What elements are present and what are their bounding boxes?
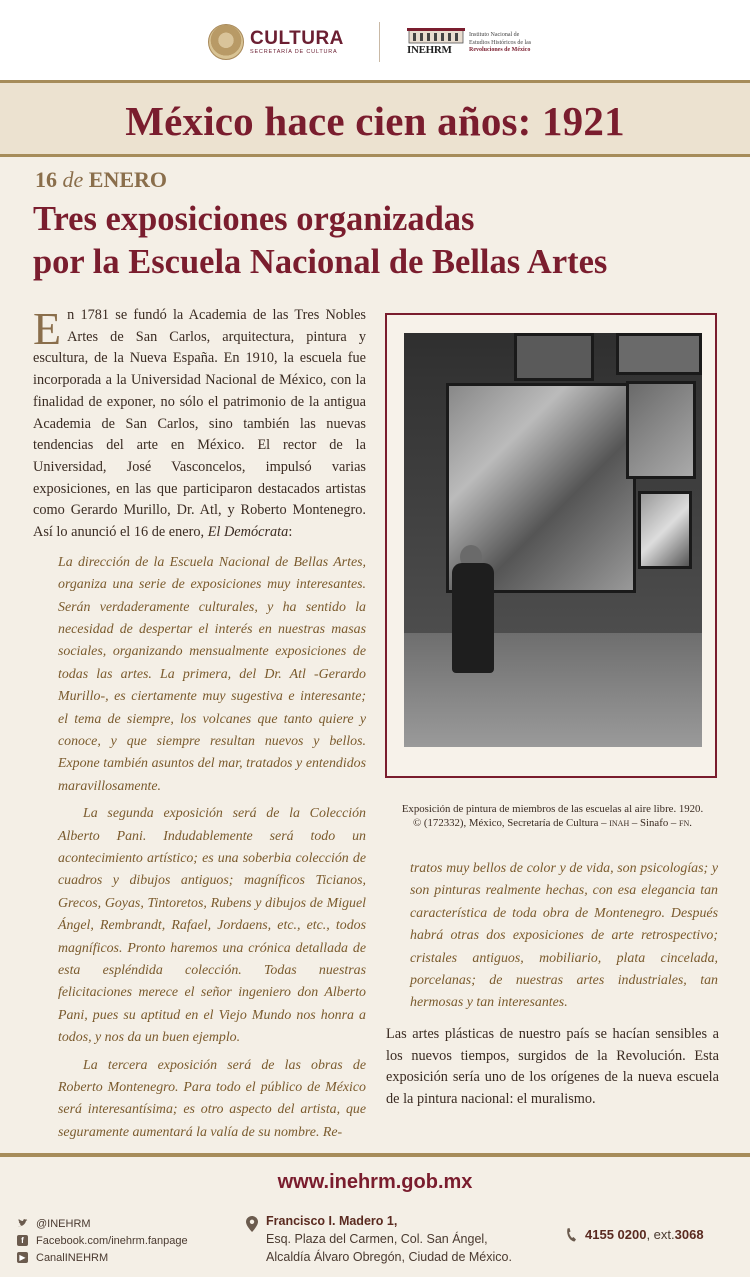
- inehrm-wordmark: INEHRM: [407, 44, 452, 56]
- quote-paragraph-2: La segunda exposición será de la Colección Alberto Pani. Indudablemente será todo un acontecimiento artístico; es una soberbia colección de cuadros y dibujos antiguos; magníficos Ticianos, Grecos, Goyas, Tintoretos, Rubens y dibujos de Miguel Ángel, Rembrandt, Rafael, Jordaens, etc., etc., todos magníficos. Pronto haremos una crónica detallada de esta espléndida colección. Todas nuestras felicitaciones merece el señor ingeniero don Alberto Pani, pues su aptitud en el Viejo Mundo nos honra a todos, y nos da un buen ejemplo.: [58, 806, 366, 1046]
- twitter-icon: [17, 1218, 28, 1229]
- date-line: [35, 167, 167, 193]
- address-line-2: Esq. Plaza del Carmen, Col. San Ángel,: [266, 1232, 488, 1246]
- phone-number: 4155 0200: [585, 1227, 647, 1242]
- left-column: [33, 305, 366, 1144]
- painting: [626, 381, 696, 479]
- top-header: [0, 0, 750, 80]
- cultura-logo: [208, 24, 344, 60]
- inehrm-fullname: Instituto Nacional de Estudios Históricos de las Revoluciones de México: [469, 32, 532, 53]
- painting: [616, 333, 702, 375]
- phone-extension: 3068: [674, 1227, 704, 1242]
- title-band: [0, 80, 750, 157]
- source-name: El Demócrata: [207, 524, 289, 541]
- phone-icon: [565, 1228, 577, 1242]
- header-divider: [379, 22, 380, 62]
- date-day: 16: [35, 167, 57, 192]
- closing-paragraph: Las artes plásticas de nuestro país se hacían sensibles a los nuevos tiempos, surgidos de la Revolución. Esta exposición sería uno de los orígenes de la nueva escuela de la pintura nacional: el muralismo.: [386, 1026, 719, 1108]
- inehrm-logo: [407, 26, 547, 60]
- address-block: [246, 1212, 512, 1266]
- photo-frame: [385, 313, 717, 778]
- quote-paragraph-1: La dirección de la Escuela Nacional de Bellas Artes, organiza una serie de exposiciones muy interesantes. Serán verdaderamente culturales, y ha sentido la necesidad de despertar el interés en nuestras masas sociales, organizando mensualmente exposiciones de todas las artes. La primera, del Dr. Atl -Gerardo Murillo-, es ciertamente muy sugestiva e interesante; el tema de siempre, los volcanes que tanto quiere y conoce, y que siempre resultan nuevos y bellos. Expone también asuntos del mar, tratados y entendidos maravillosamente.: [58, 554, 366, 794]
- address-line-1: Francisco I. Madero 1,: [266, 1214, 398, 1228]
- page-title: México hace cien años: 1921: [125, 98, 625, 144]
- social-links: [17, 1215, 188, 1266]
- youtube-icon: ▶: [17, 1252, 28, 1263]
- phone-contact[interactable]: 4155 0200 , ext. 3068: [565, 1227, 704, 1242]
- photo-caption: Exposición de pintura de miembros de las escuelas al aire libre. 1920. © (172332), México, Secretaría de Cultura – inah – Sinafo – fn.: [401, 803, 704, 829]
- quote-paragraph-3: La tercera exposición será de las obras de Roberto Montenegro. Para todo el público de México será interesantísima; es otro aspecto del artista, que seguramente aumentará la valía de su nombre. Re-: [58, 1057, 366, 1140]
- cultura-title: CULTURA: [250, 28, 344, 49]
- twitter-link[interactable]: @INEHRM: [17, 1215, 188, 1232]
- dropcap: E: [33, 303, 62, 354]
- headline-line-1: Tres exposiciones organizadas: [33, 200, 475, 238]
- cultura-subtitle: SECRETARÍA DE CULTURA: [250, 49, 338, 55]
- facebook-icon: f: [17, 1235, 28, 1246]
- headline-line-2: por la Escuela Nacional de Bellas Artes: [33, 243, 608, 281]
- location-pin-icon: [246, 1216, 258, 1232]
- footer: [0, 1153, 750, 1277]
- painting: [514, 333, 594, 381]
- quote-continuation: tratos muy bellos de color y de vida, son psicologías; y son pinturas realmente hechas, con esa elegancia tan característica de toda obra de Montenegro. Después habrá otras dos exposiciones de arte retrospectivo; cristales antiguos, mobiliario, plata cincelada, porcelanas; de nuestras artes industriales, tan hermosas y tan interesantes.: [410, 861, 718, 1011]
- painting: [638, 491, 692, 569]
- article-headline: [33, 198, 733, 284]
- cultura-seal-icon: [208, 24, 244, 60]
- building-icon: [407, 26, 465, 44]
- quote-block: [58, 552, 366, 1145]
- historical-photo: [404, 333, 702, 747]
- website-link[interactable]: www.inehrm.gob.mx: [277, 1171, 473, 1193]
- facebook-link[interactable]: f Facebook.com/inehrm.fanpage: [17, 1232, 188, 1249]
- intro-paragraph: En 1781 se fundó la Academia de las Tres Nobles Artes de San Carlos, arquitectura, pintura y escultura, de la Nueva España. En 1910, la escuela fue incorporada a la Universidad Nacional de México, con la finalidad de exponer, no sólo el patrimonio de la antigua Academia de San Carlos, sino también las nuevas tendencias del arte en México. El rector de la Universidad, José Vasconcelos, impulsó varias exposiciones, en las que participaron destacados artistas como Gerardo Murillo, Dr. Atl, y Roberto Montenegro. Así lo anunció el 16 de enero, El Demócrata:: [33, 303, 366, 541]
- date-de: de: [62, 167, 84, 192]
- person-figure: [452, 563, 494, 673]
- youtube-link[interactable]: ▶ Canal INEHRM: [17, 1249, 188, 1266]
- date-month: ENERO: [88, 167, 168, 192]
- address-line-3: Alcaldía Álvaro Obregón, Ciudad de México.: [266, 1250, 512, 1264]
